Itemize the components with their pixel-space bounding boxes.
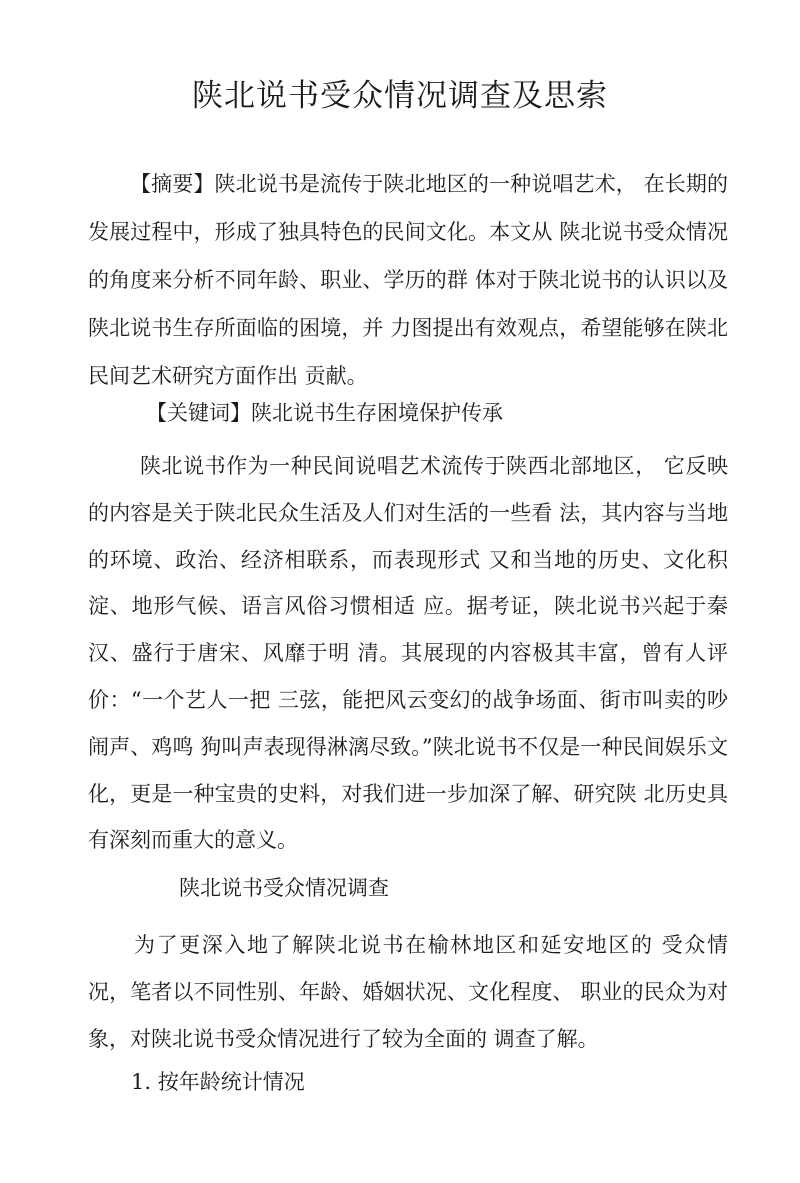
keywords-line: 【关键词】陕北说书生存困境保护传承 (146, 401, 503, 425)
survey-paragraph: 为了更深入地了解陕北说书在榆林地区和延安地区的 受众情况，笔者以不同性别、年龄、婚姻状况、文化程度、 职业的民众为对象，对陕北说书受众情况进行了较为全面的 调查了解。 (88, 933, 728, 1051)
document-title: 陕北说书受众情况调查及思索 (192, 78, 608, 114)
section-heading: 陕北说书受众情况调查 (179, 876, 389, 900)
subheading-age-statistics: 1. 按年龄统计情况 (131, 1070, 305, 1094)
intro-paragraph: 陕北说书作为一种民间说唱艺术流传于陕西北部地区， 它反映的内容是关于陕北民众生活及人们对生活的一些看 法，其内容与当地的环境、政治、经济相联系，而表现形式 又和当地的历史、文化积淀、地形气候、语言风俗习惯相适 应。据考证，陕北说书兴起于秦汉、盛行于唐宋、风靡于明 清。其展现的内容极其丰富，曾有人评价：“一个艺人一把 三弦，能把风云变幻的战争场面、街市叫卖的吵闹声、鸡鸣 狗叫声表现得淋漓尽致。”陕北说书不仅是一种民间娱乐文 化，更是一种宝贵的史料，对我们进一步加深了解、研究陕 北历史具有深刻而重大的意义。 (88, 454, 728, 853)
abstract-paragraph: 【摘要】陕北说书是流传于陕北地区的一种说唱艺术， 在长期的发展过程中，形成了独具特色的民间文化。本文从 陕北说书受众情况的角度来分析不同年龄、职业、学历的群 体对于陕北说书的认识以及陕北说书生存所面临的困境，并 力图提出有效观点，希望能够在陕北民间艺术研究方面作出 贡献。 (88, 172, 728, 388)
